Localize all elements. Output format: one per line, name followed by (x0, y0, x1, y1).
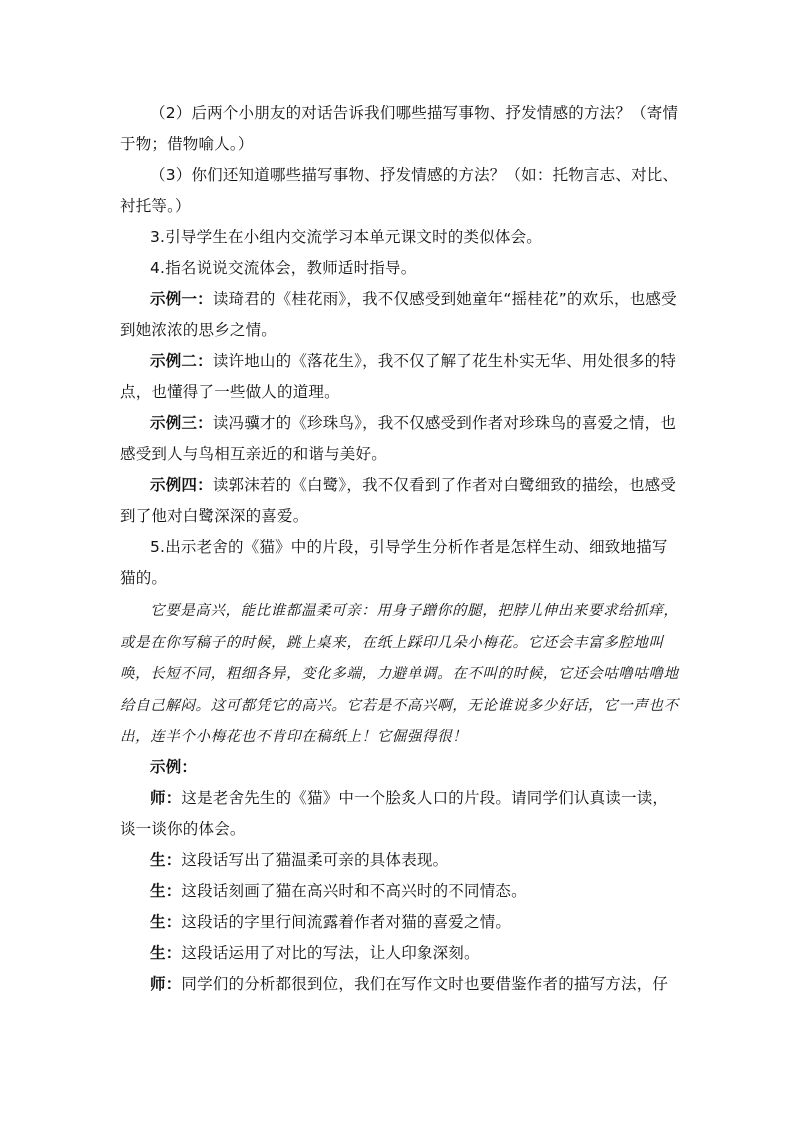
dialogue-text: 这段话运用了对比的写法，让人印象深刻。 (181, 944, 480, 962)
dialogue-text: 这段话写出了猫温柔可亲的具体表现。 (181, 851, 449, 869)
paragraph-question-2 (120, 98, 680, 160)
paragraph-question-3 (120, 160, 680, 222)
example-heading (120, 752, 680, 783)
paragraph-step-3 (120, 222, 680, 253)
example-text: 读郭沫若的《白鹭》，我不仅看到了作者对白鹭细致的描绘，也感受到了他对白鹭深深的喜爱。 (120, 476, 677, 525)
example-four (120, 470, 680, 532)
paragraph-text: （3）你们还知道哪些描写事物、抒发情感的方法？（如：托物言志、对比、衬托等。） (120, 166, 679, 215)
speaker-label: 师： (150, 789, 182, 807)
dialogue-teacher-1 (120, 783, 680, 845)
paragraph-text: 4.指名说说交流体会，教师适时指导。 (150, 259, 417, 277)
quoted-excerpt (120, 596, 680, 754)
speaker-label: 生： (150, 882, 182, 900)
dialogue-teacher-2 (120, 969, 680, 1000)
example-one (120, 284, 680, 346)
paragraph-step-5 (120, 532, 680, 594)
speaker-label: 生： (150, 851, 182, 869)
example-label: 示例二： (150, 352, 213, 370)
example-label: 示例三： (150, 414, 213, 432)
quote-text: 它要是高兴，能比谁都温柔可亲：用身子蹭你的腿，把脖儿伸出来要求给抓痒，或是在你写稿子的时候，跳上桌来，在纸上踩印几朵小梅花。它还会丰富多腔地叫唤，长短不同，粗细各异，变化多端，力避单调。在不叫的时候，它还会咕噜咕噜地给自己解闷。这可都凭它的高兴。它若是不高兴啊，无论谁说多少好话，它一声也不出，连半个小梅花也不肯印在稿纸上！它倔强得很！ (120, 603, 679, 745)
paragraph-text: 3.引导学生在小组内交流学习本单元课文时的类似体会。 (150, 228, 542, 246)
dialogue-student-1 (120, 845, 680, 876)
speaker-label: 师： (150, 975, 182, 993)
paragraph-step-4 (120, 253, 680, 284)
paragraph-text: 5.出示老舍的《猫》中的片段，引导学生分析作者是怎样生动、细致地描写猫的。 (120, 538, 668, 587)
dialogue-text: 这段话的字里行间流露着作者对猫的喜爱之情。 (181, 913, 512, 931)
dialogue-text: 同学们的分析都很到位，我们在写作文时也要借鉴作者的描写方法，仔 (181, 975, 669, 993)
dialogue-student-2 (120, 876, 680, 907)
speaker-label: 生： (150, 944, 182, 962)
example-text: 读许地山的《落花生》，我不仅了解了花生朴实无华、用处很多的特点，也懂得了一些做人的道理。 (120, 352, 677, 401)
paragraph-text: （2）后两个小朋友的对话告诉我们哪些描写事物、抒发情感的方法？（寄情于物；借物喻人。） (120, 104, 679, 153)
example-three (120, 408, 680, 470)
example-label: 示例四： (150, 476, 213, 494)
speaker-label: 生： (150, 913, 182, 931)
example-heading-label: 示例： (150, 758, 198, 776)
dialogue-text: 这段话刻画了猫在高兴时和不高兴时的不同情态。 (181, 882, 527, 900)
example-text: 读冯骥才的《珍珠鸟》，我不仅感受到作者对珍珠鸟的喜爱之情，也感受到人与鸟相互亲近的和谐与美好。 (120, 414, 677, 463)
dialogue-student-3 (120, 907, 680, 938)
example-text: 读琦君的《桂花雨》，我不仅感受到她童年“摇桂花”的欢乐，也感受到她浓浓的思乡之情。 (120, 290, 677, 339)
dialogue-student-4 (120, 938, 680, 969)
example-label: 示例一： (150, 290, 213, 308)
dialogue-text: 这是老舍先生的《猫》中一个脍炙人口的片段。请同学们认真读一读，谈一谈你的体会。 (120, 789, 669, 838)
example-two (120, 346, 680, 408)
